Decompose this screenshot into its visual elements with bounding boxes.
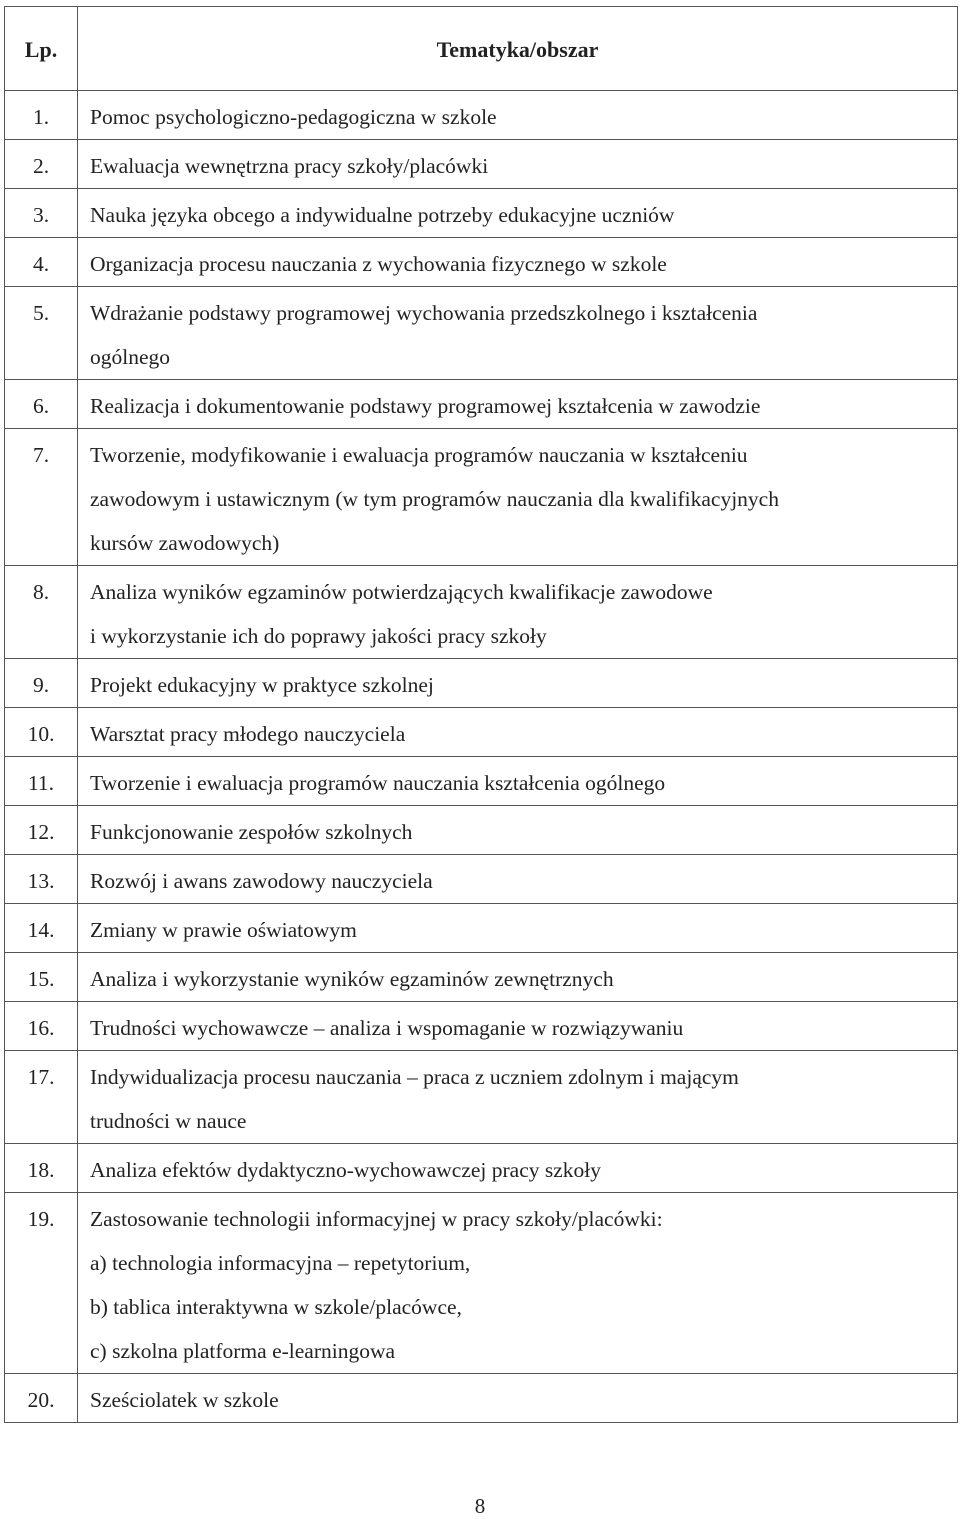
row-topic (78, 855, 958, 904)
topic-line: Ewaluacja wewnętrzna pracy szkoły/placówki (90, 154, 489, 178)
table-row (5, 380, 958, 429)
row-number: 8. (5, 566, 78, 659)
topic-line: Zastosowanie technologii informacyjnej w pracy szkoły/placówki: (90, 1207, 663, 1231)
table-row (5, 659, 958, 708)
row-topic (78, 91, 958, 140)
topic-line: a) technologia informacyjna – repetytorium, (90, 1251, 471, 1275)
row-number: 15. (5, 953, 78, 1002)
topic-line: Analiza i wykorzystanie wyników egzaminów zewnętrznych (90, 967, 614, 991)
row-topic (78, 953, 958, 1002)
table-row (5, 1051, 958, 1144)
topic-line: Realizacja i dokumentowanie podstawy programowej kształcenia w zawodzie (90, 394, 761, 418)
row-topic (78, 287, 958, 380)
row-topic (78, 1144, 958, 1193)
topic-line: i wykorzystanie ich do poprawy jakości pracy szkoły (90, 624, 547, 648)
header-lp: Lp. (5, 7, 78, 91)
row-topic (78, 708, 958, 757)
table-row (5, 1144, 958, 1193)
row-topic (78, 1002, 958, 1051)
topic-line: trudności w nauce (90, 1109, 247, 1133)
topic-line: Warsztat pracy młodego nauczyciela (90, 722, 406, 746)
topic-line: c) szkolna platforma e-learningowa (90, 1339, 396, 1363)
topic-line: Analiza wyników egzaminów potwierdzających kwalifikacje zawodowe (90, 580, 713, 604)
row-number: 1. (5, 91, 78, 140)
table-row (5, 708, 958, 757)
row-number: 16. (5, 1002, 78, 1051)
table-row (5, 429, 958, 566)
topic-line: Funkcjonowanie zespołów szkolnych (90, 820, 413, 844)
table-row (5, 238, 958, 287)
topic-line: Organizacja procesu nauczania z wychowania fizycznego w szkole (90, 252, 667, 276)
row-topic (78, 238, 958, 287)
row-topic (78, 806, 958, 855)
row-topic (78, 380, 958, 429)
topic-line: ogólnego (90, 345, 171, 369)
row-number: 3. (5, 189, 78, 238)
row-number: 12. (5, 806, 78, 855)
topic-line: Tworzenie i ewaluacja programów nauczania kształcenia ogólnego (90, 771, 666, 795)
topic-line: Trudności wychowawcze – analiza i wspomaganie w rozwiązywaniu (90, 1016, 684, 1040)
header-topic: Tematyka/obszar (78, 7, 958, 91)
row-number: 6. (5, 380, 78, 429)
row-number: 9. (5, 659, 78, 708)
topic-line: zawodowym i ustawicznym (w tym programów nauczania dla kwalifikacyjnych (90, 487, 779, 511)
topic-line: Analiza efektów dydaktyczno-wychowawczej pracy szkoły (90, 1158, 602, 1182)
row-topic (78, 757, 958, 806)
table-row (5, 566, 958, 659)
row-number: 2. (5, 140, 78, 189)
table-header-row (5, 7, 958, 91)
topics-table (4, 6, 958, 1423)
table-row (5, 1193, 958, 1374)
row-number: 5. (5, 287, 78, 380)
row-number: 18. (5, 1144, 78, 1193)
row-number: 19. (5, 1193, 78, 1374)
row-topic (78, 659, 958, 708)
topic-line: Indywidualizacja procesu nauczania – praca z uczniem zdolnym i mającym (90, 1065, 739, 1089)
table-body (5, 91, 958, 1423)
row-topic (78, 904, 958, 953)
table-row (5, 1002, 958, 1051)
topic-line: Tworzenie, modyfikowanie i ewaluacja programów nauczania w kształceniu (90, 443, 748, 467)
row-topic (78, 1051, 958, 1144)
row-number: 11. (5, 757, 78, 806)
row-number: 17. (5, 1051, 78, 1144)
topic-line: Sześciolatek w szkole (90, 1388, 279, 1412)
topic-line: kursów zawodowych) (90, 531, 280, 555)
topic-line: Rozwój i awans zawodowy nauczyciela (90, 869, 433, 893)
topic-line: Projekt edukacyjny w praktyce szkolnej (90, 673, 434, 697)
table-row (5, 806, 958, 855)
table-row (5, 904, 958, 953)
topic-line: Zmiany w prawie oświatowym (90, 918, 357, 942)
row-topic (78, 1374, 958, 1423)
row-topic (78, 566, 958, 659)
row-number: 10. (5, 708, 78, 757)
topic-line: Nauka języka obcego a indywidualne potrzeby edukacyjne uczniów (90, 203, 675, 227)
topic-line: Pomoc psychologiczno-pedagogiczna w szkole (90, 105, 497, 129)
topic-line: Wdrażanie podstawy programowej wychowania przedszkolnego i kształcenia (90, 301, 758, 325)
page-number: 8 (474, 1494, 486, 1518)
table-row (5, 287, 958, 380)
table-row (5, 189, 958, 238)
row-topic (78, 140, 958, 189)
table-row (5, 757, 958, 806)
row-number: 14. (5, 904, 78, 953)
row-topic (78, 1193, 958, 1374)
table-row (5, 855, 958, 904)
table-row (5, 140, 958, 189)
row-topic (78, 429, 958, 566)
row-number: 13. (5, 855, 78, 904)
row-number: 4. (5, 238, 78, 287)
row-number: 7. (5, 429, 78, 566)
table-row (5, 953, 958, 1002)
row-number: 20. (5, 1374, 78, 1423)
topic-line: b) tablica interaktywna w szkole/placówce, (90, 1295, 462, 1319)
row-topic (78, 189, 958, 238)
table-row (5, 91, 958, 140)
table-row (5, 1374, 958, 1423)
